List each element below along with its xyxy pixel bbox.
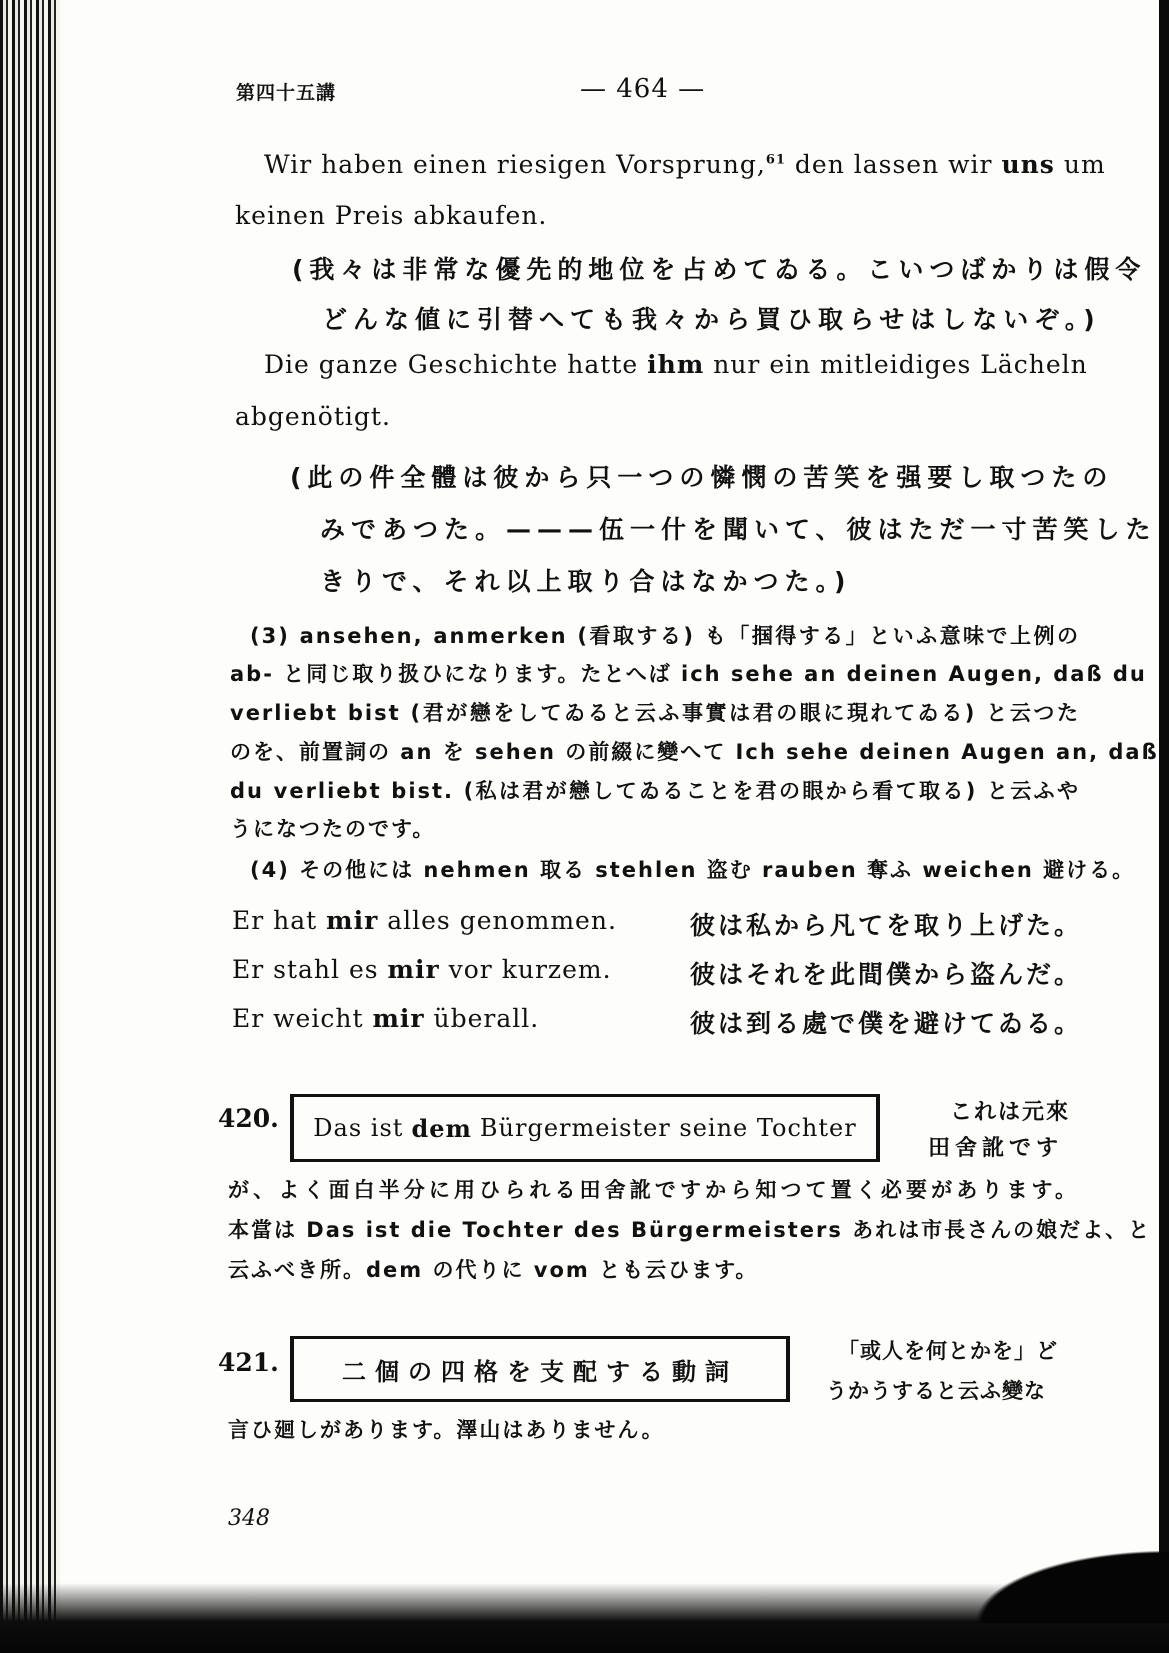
- example-japanese-2: 彼はそれを此間僕から盗んだ。: [690, 960, 1083, 989]
- section-420-title-box: Das ist dem Bürgermeister seine Tochter: [290, 1094, 880, 1162]
- note-3-line-1: (3) ansehen, anmerken (看取する) も「掴得する」といふ意味で上例の: [250, 624, 1080, 648]
- section-421-title-box: 二個の四格を支配する動詞: [290, 1336, 790, 1402]
- german-sentence-1-line-1: Wir haben einen riesigen Vorsprung,$^{61}$ den lassen wir uns um: [264, 150, 1106, 179]
- section-420-side-note-2: 田舍訛です: [928, 1136, 1064, 1161]
- japanese-translation-1-line-1: (我々は非常な優先的地位を占めてゐる。こいつばかりは假令: [292, 255, 1147, 284]
- note-3-line-6: うになつたのです。: [230, 817, 436, 841]
- section-420-number: 420.: [218, 1104, 279, 1133]
- note-3-line-3: verliebt bist (君が戀をしてゐると云ふ事實は君の眼に現れてゐる) と云つた: [230, 701, 1080, 725]
- japanese-translation-2-line-3: きりで、それ以上取り合はなかつた。): [320, 567, 852, 596]
- example-german-2: Er stahl es mir vor kurzem.: [232, 955, 612, 984]
- lecture-heading: 第四十五講: [236, 82, 337, 104]
- example-german-1: Er hat mir alles genommen.: [232, 906, 617, 935]
- german-sentence-1-line-2: keinen Preis abkaufen.: [235, 201, 548, 230]
- section-420-text-line-3: 云ふべき所。dem の代りに vom とも云ひます。: [228, 1258, 759, 1282]
- example-german-3: Er weicht mir überall.: [232, 1004, 540, 1033]
- section-421-number: 421.: [218, 1348, 279, 1377]
- section-420-text-line-2: 本當は Das ist die Tochter des Bürgermeisters あれは市長さんの娘だよ、と: [228, 1218, 1152, 1242]
- footnote-ref: 61: [765, 152, 786, 168]
- example-japanese-1: 彼は私から凡てを取り上げた。: [690, 911, 1083, 940]
- japanese-translation-2-line-1: (此の件全體は彼から只一つの憐憫の苦笑を强要し取つたの: [290, 463, 1114, 492]
- japanese-translation-1-line-2: どんな値に引替へても我々から買ひ取らせはしないぞ。): [322, 305, 1101, 334]
- section-420-text-line-1: が、よく面白半分に用ひられる田舍訛ですから知つて置く必要があります。: [228, 1178, 1078, 1202]
- german-sentence-2-line-2: abgenötigt.: [235, 402, 391, 431]
- section-420-side-note-1: これは元來: [950, 1100, 1071, 1125]
- page-number-bottom: 348: [228, 1506, 270, 1531]
- german-sentence-2-line-1: Die ganze Geschichte hatte ihm nur ein mitleidiges Lächeln: [264, 350, 1088, 379]
- page-number-top: — 464 —: [580, 74, 706, 104]
- note-3-line-4: のを、前置詞の an を sehen の前綴に變へて Ich sehe deinen Augen an, daß: [230, 740, 1159, 764]
- section-421-side-note-2: うかうすると云ふ變な: [826, 1379, 1046, 1403]
- note-3-line-5: du verliebt bist. (私は君が戀してゐることを君の眼から看て取る) と云ふや: [230, 779, 1080, 803]
- note-3-line-2: ab- と同じ取り扱ひになります。たとへば ich sehe an deinen Augen, daß du: [230, 662, 1147, 686]
- page-right-edge: [1159, 0, 1169, 1653]
- book-binding-edge: [0, 0, 60, 1653]
- note-4-line-1: (4) その他には nehmen 取る stehlen 盗む rauben 奪ふ weichen 避ける。: [250, 858, 1136, 882]
- japanese-translation-2-line-2: みであつた。———伍一什を聞いて、彼はただ一寸苦笑した: [320, 515, 1157, 544]
- section-421-side-note-1: 「或人を何とかを」ど: [838, 1339, 1058, 1363]
- section-421-text-line-1: 言ひ廻しがあります。澤山はありません。: [228, 1418, 665, 1442]
- page-curl: [929, 1533, 1169, 1623]
- example-japanese-3: 彼は到る處で僕を避けてゐる。: [690, 1009, 1083, 1038]
